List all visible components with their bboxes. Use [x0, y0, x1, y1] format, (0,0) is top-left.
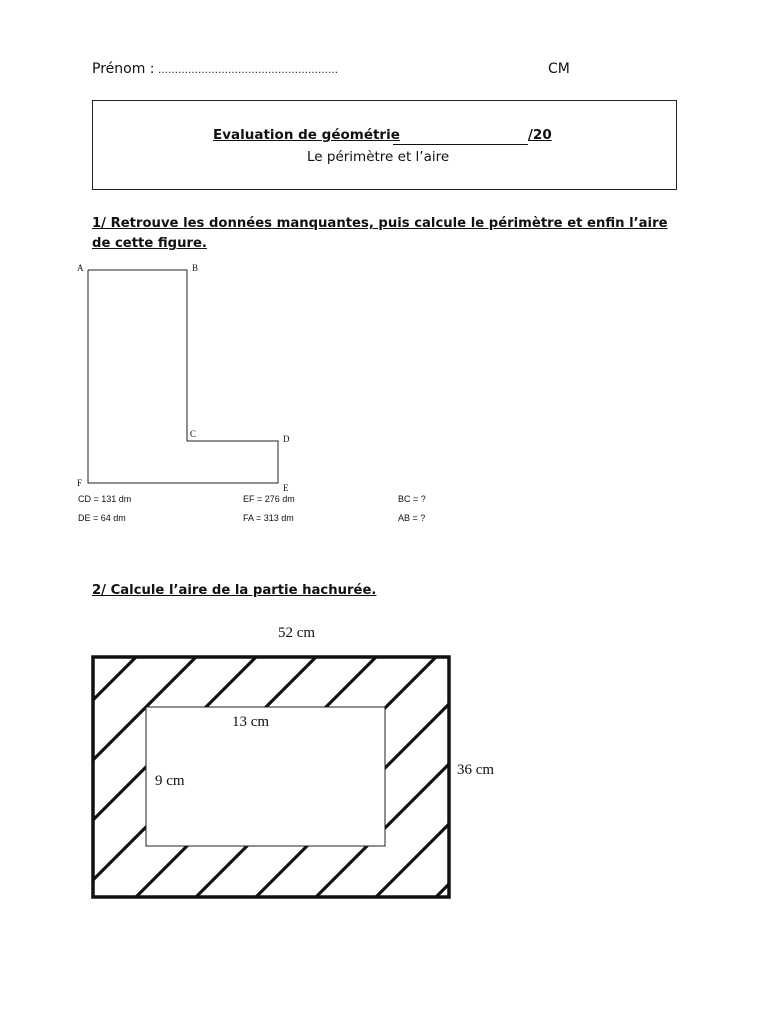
vertex-e-label: E	[283, 483, 289, 493]
evaluation-title: Evaluation de géométrie	[213, 127, 400, 143]
score-label: /20	[528, 127, 552, 143]
data-ef: EF = 276 dm	[243, 494, 295, 504]
vertex-c-label: C	[190, 429, 197, 439]
exercise1-instruction-line2: de cette figure.	[92, 236, 207, 251]
inner-width-label: 13 cm	[232, 714, 270, 730]
vertex-b-label: B	[192, 263, 199, 273]
data-ab: AB = ?	[398, 513, 426, 523]
data-cd: CD = 131 dm	[78, 494, 132, 504]
data-bc: BC = ?	[398, 494, 426, 504]
inner-height-label: 9 cm	[155, 773, 185, 789]
exercise1-instruction-line1: 1/ Retrouve les données manquantes, puis calcule le périmètre et enfin l’aire	[92, 216, 668, 231]
data-de: DE = 64 dm	[78, 513, 126, 523]
outer-height-label: 36 cm	[457, 762, 495, 778]
evaluation-subtitle: Le périmètre et l’aire	[307, 149, 450, 165]
first-name-blank[interactable]: ………………………………………………	[158, 65, 338, 76]
outer-width-label: 52 cm	[278, 625, 316, 641]
exercise2-instruction: 2/ Calcule l’aire de la partie hachurée.	[92, 583, 377, 598]
vertex-a-label: A	[77, 263, 84, 273]
vertex-f-label: F	[77, 478, 83, 488]
first-name-label: Prénom :	[92, 61, 155, 77]
class-level: CM	[548, 61, 570, 77]
data-fa: FA = 313 dm	[243, 513, 294, 523]
vertex-d-label: D	[283, 434, 290, 444]
